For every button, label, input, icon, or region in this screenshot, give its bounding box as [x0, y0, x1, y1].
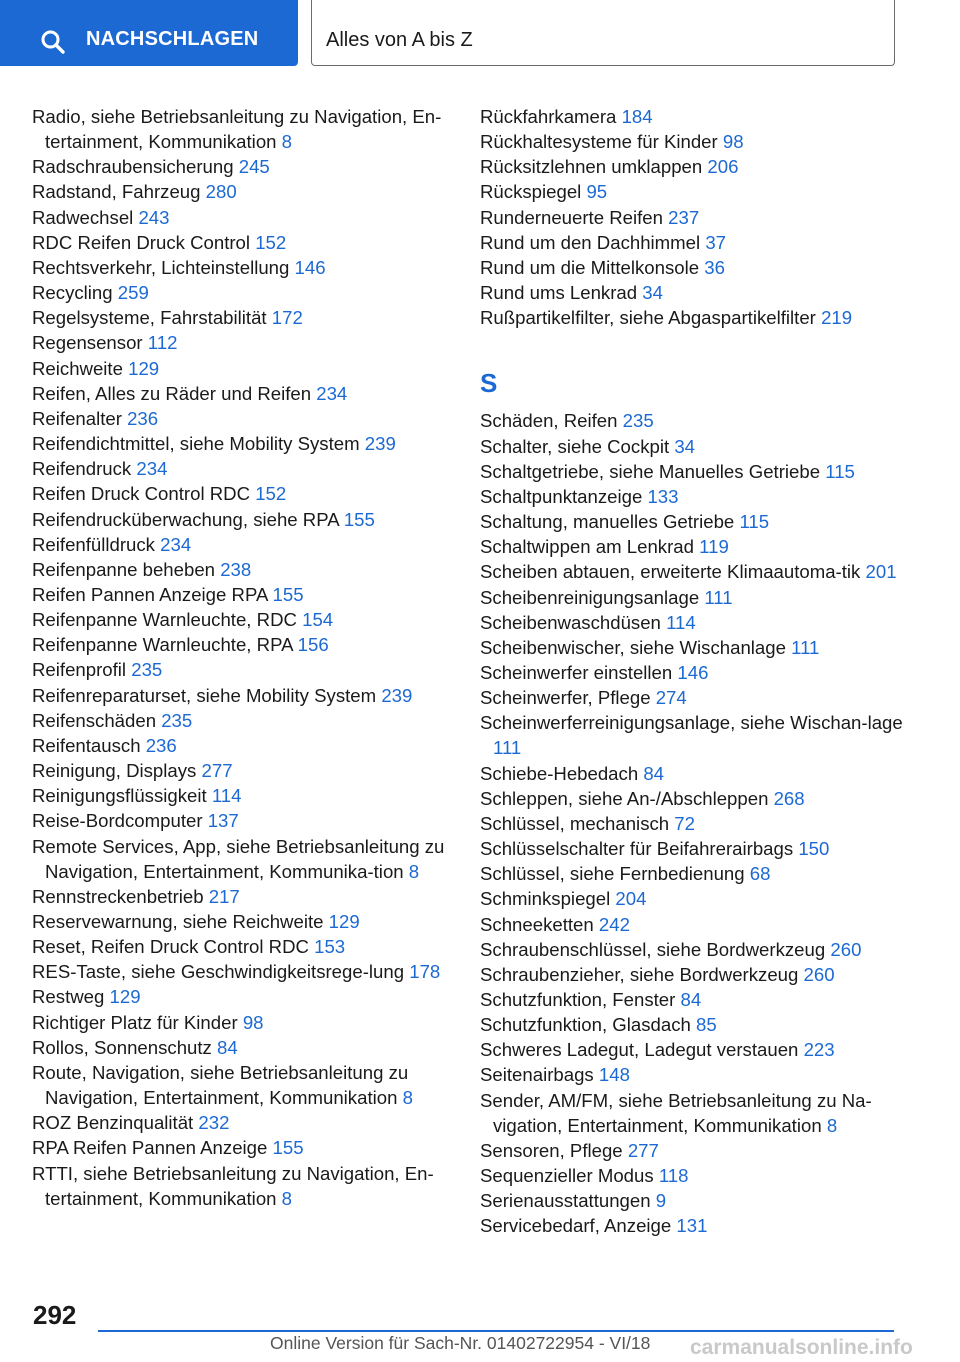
index-entry — [32, 733, 462, 758]
index-entry-text: Reifenfülldruck — [32, 533, 155, 555]
index-entry-text: Rücksitzlehnen umklappen — [480, 156, 703, 178]
index-entry — [480, 1213, 910, 1238]
index-entry — [480, 761, 910, 786]
index-entry-text: Rennstreckenbetrieb — [32, 885, 204, 907]
index-entry — [480, 434, 910, 459]
page-link[interactable]: 115 — [739, 511, 770, 533]
index-entry — [480, 685, 910, 710]
index-entry — [32, 934, 462, 959]
index-entry — [480, 585, 910, 610]
index-entry-text: Reset, Reifen Druck Control RDC — [32, 936, 309, 958]
page-link[interactable]: 242 — [598, 913, 630, 935]
index-entry-text: Scheibenwaschdüsen — [480, 611, 661, 633]
index-entry — [32, 1010, 462, 1035]
page-link[interactable]: 178 — [409, 961, 441, 983]
index-entry-text: RES-Taste, siehe Geschwindigkeitsrege-lung — [32, 961, 405, 983]
index-entry-text: Reifenreparaturset, siehe Mobility System — [32, 684, 377, 706]
index-entry — [480, 710, 910, 760]
index-entry-text: Reifendruck — [32, 458, 132, 480]
index-entry-text: Reifen Druck Control RDC — [32, 483, 251, 505]
index-entry — [480, 660, 910, 685]
page-link[interactable]: 133 — [647, 485, 679, 507]
index-entry — [480, 811, 910, 836]
section-letter-s: S — [480, 368, 498, 399]
index-entry-text: Radschraubensicherung — [32, 156, 234, 178]
index-entry — [32, 758, 462, 783]
index-column-right — [480, 104, 910, 1239]
index-entry-text: Restweg — [32, 986, 105, 1008]
page-link[interactable]: 34 — [642, 282, 663, 304]
page-link[interactable]: 9 — [655, 1190, 667, 1212]
index-entry-text: Seitenairbags — [480, 1064, 594, 1086]
index-entry — [32, 632, 462, 657]
index-entry — [480, 836, 910, 861]
index-entry — [32, 808, 462, 833]
index-entry-text: Rußpartikelfilter, siehe Abgaspartikelfilter — [480, 307, 816, 329]
index-entry — [480, 1138, 910, 1163]
page-link[interactable]: 219 — [821, 307, 853, 329]
page-link[interactable]: 129 — [109, 986, 141, 1008]
index-entry — [32, 280, 462, 305]
index-entry — [480, 280, 910, 305]
index-entry — [480, 912, 910, 937]
page-link[interactable]: 234 — [160, 533, 192, 555]
index-entry — [480, 886, 910, 911]
page-link[interactable]: 111 — [791, 636, 820, 658]
page-link[interactable]: 243 — [138, 206, 170, 228]
index-entry-text: Rechtsverkehr, Lichteinstellung — [32, 256, 290, 278]
index-entry-text: Schutzfunktion, Glasdach — [480, 1014, 691, 1036]
index-entry-text: Reifenalter — [32, 407, 122, 429]
footer-online-version: Online Version für Sach-Nr. 01402722954 - VI/18 — [270, 1333, 651, 1353]
page-link[interactable]: 36 — [704, 256, 725, 278]
index-entry — [32, 1161, 462, 1211]
index-entry-text: Reise-Bordcomputer — [32, 810, 203, 832]
page-link[interactable]: 156 — [297, 634, 329, 656]
page-link[interactable]: 72 — [674, 812, 695, 834]
page-link[interactable]: 129 — [328, 911, 360, 932]
index-entry — [32, 1135, 462, 1160]
index-entry-text: Scheibenreinigungsanlage — [480, 586, 700, 608]
index-entry-text: RDC Reifen Druck Control — [32, 231, 251, 253]
index-entry — [32, 582, 462, 607]
index-entry — [480, 305, 910, 330]
page-link[interactable]: 238 — [220, 558, 252, 580]
index-entry — [480, 1163, 910, 1188]
page-link[interactable]: 119 — [699, 536, 729, 558]
page-link[interactable]: 239 — [381, 684, 413, 706]
index-entry — [32, 959, 462, 984]
page-link[interactable]: 206 — [707, 156, 739, 178]
index-group-s — [480, 408, 910, 1238]
index-entry — [32, 683, 462, 708]
page-link[interactable]: 204 — [615, 888, 647, 910]
index-entry-text: Schäden, Reifen — [480, 410, 618, 432]
page-link[interactable]: 280 — [205, 181, 237, 203]
index-entry-text: Rund um die Mittelkonsole — [480, 256, 700, 278]
index-entry — [480, 154, 910, 179]
page-link[interactable]: 115 — [825, 460, 855, 482]
index-entry — [480, 129, 910, 154]
page-link[interactable]: 112 — [147, 332, 178, 354]
index-entry-text: Schaltpunktanzeige — [480, 485, 643, 507]
page-link[interactable]: 37 — [705, 231, 726, 253]
index-entry-text: Reifendichtmittel, siehe Mobility System — [32, 433, 360, 455]
index-entry — [32, 1035, 462, 1060]
index-group-r — [480, 104, 910, 330]
index-entry — [480, 987, 910, 1012]
index-entry — [480, 1037, 910, 1062]
page-link[interactable]: 245 — [238, 156, 270, 178]
index-entry-text: Reifenpanne Warnleuchte, RDC — [32, 609, 297, 631]
page-link[interactable]: 223 — [803, 1039, 835, 1061]
page-number: 292 — [33, 1300, 77, 1330]
page-link[interactable]: 34 — [674, 435, 695, 457]
index-entry-text: Radio, siehe Betriebsanleitung zu Navigation, En-tertainment, Kommunikation — [32, 106, 442, 153]
index-entry-text: Schaltgetriebe, siehe Manuelles Getriebe — [480, 460, 821, 482]
watermark: carmanualsonline.info — [690, 1336, 913, 1359]
index-entry — [32, 607, 462, 632]
index-entry — [32, 834, 462, 884]
index-entry — [480, 635, 910, 660]
index-entry — [32, 909, 462, 934]
index-entry-text: Schminkspiegel — [480, 888, 611, 910]
tab-alles-label: Alles von A bis Z — [326, 29, 473, 51]
index-entry — [32, 1110, 462, 1135]
index-entry-text: Rund ums Lenkrad — [480, 282, 638, 304]
index-entry — [32, 104, 462, 154]
index-entry — [32, 330, 462, 355]
footer-divider — [98, 1330, 894, 1332]
page-link[interactable]: 236 — [127, 407, 159, 429]
index-entry-text: Reifen Pannen Anzeige RPA — [32, 583, 268, 605]
page-link[interactable]: 114 — [211, 785, 242, 807]
page-header — [0, 0, 960, 66]
page-link[interactable]: 184 — [621, 106, 653, 127]
index-entry — [32, 1060, 462, 1110]
page-link[interactable]: 155 — [272, 1137, 304, 1159]
index-entry-text: Scheinwerferreinigungsanlage, siehe Wischan-lage — [480, 712, 903, 734]
index-entry-text: Reifenschäden — [32, 709, 157, 731]
index-entry — [480, 205, 910, 230]
index-entry-text: Rollos, Sonnenschutz — [32, 1036, 212, 1058]
page-link[interactable]: 153 — [314, 936, 346, 958]
index-entry-text: RPA Reifen Pannen Anzeige — [32, 1137, 268, 1159]
index-entry — [480, 255, 910, 280]
index-entry-text: Rund um den Dachhimmel — [480, 231, 701, 253]
index-entry — [32, 657, 462, 682]
search-icon — [40, 29, 66, 55]
page-link[interactable]: 111 — [704, 586, 733, 608]
page-link[interactable]: 137 — [207, 810, 239, 832]
index-entry-text: Schaltung, manuelles Getriebe — [480, 511, 735, 533]
page-link[interactable]: 131 — [676, 1215, 708, 1237]
page-link[interactable]: 274 — [655, 687, 687, 709]
page-link[interactable]: 259 — [117, 282, 149, 304]
index-entry — [32, 381, 462, 406]
index-entry-text: Richtiger Platz für Kinder — [32, 1011, 238, 1033]
index-entry-text: Reinigung, Displays — [32, 760, 197, 782]
index-entry — [480, 1012, 910, 1037]
index-entry — [480, 509, 910, 534]
index-entry-text: Schraubenschlüssel, siehe Bordwerkzeug — [480, 938, 826, 960]
page-link[interactable]: 84 — [680, 989, 702, 1010]
index-entry-text: Sensoren, Pflege — [480, 1139, 623, 1161]
page-link[interactable]: 8 — [281, 131, 293, 153]
index-entry — [32, 230, 462, 255]
page-link[interactable]: 68 — [749, 863, 771, 885]
page-link[interactable]: 235 — [161, 709, 193, 731]
page-link[interactable]: 84 — [643, 762, 665, 784]
page-link[interactable]: 84 — [217, 1036, 238, 1058]
page-link[interactable]: 235 — [131, 659, 163, 681]
index-entry — [480, 104, 910, 129]
page-link[interactable]: 237 — [668, 206, 700, 228]
index-entry — [480, 179, 910, 204]
index-entry-text: Reifenpanne Warnleuchte, RPA — [32, 634, 293, 656]
page-link[interactable]: 232 — [198, 1112, 230, 1134]
index-entry-text: Serienausstattungen — [480, 1190, 651, 1212]
index-entry-text: Schalter, siehe Cockpit — [480, 435, 670, 457]
page-link[interactable]: 260 — [830, 938, 862, 960]
index-entry-text: Schneeketten — [480, 913, 594, 935]
page-link[interactable]: 217 — [208, 885, 240, 907]
index-entry — [480, 459, 910, 484]
page-link[interactable]: 152 — [255, 483, 287, 505]
index-entry — [32, 255, 462, 280]
index-entry-text: Reifenpanne beheben — [32, 558, 216, 580]
index-entry-text: Rückspiegel — [480, 181, 582, 203]
index-entry-text: Sequenzieller Modus — [480, 1165, 654, 1187]
index-entry-text: Reinigungsflüssigkeit — [32, 785, 207, 807]
index-entry — [32, 884, 462, 909]
index-entry — [32, 557, 462, 582]
index-entry-text: Scheinwerfer, Pflege — [480, 687, 651, 709]
index-entry-text: Sender, AM/FM, siehe Betriebsanleitung zu Na-vigation, Entertainment, Kommunikation — [480, 1089, 872, 1136]
page-link[interactable]: 234 — [316, 382, 348, 404]
page-link[interactable]: 260 — [803, 963, 835, 985]
page-link[interactable]: 85 — [696, 1014, 717, 1036]
index-entry — [480, 962, 910, 987]
index-entry — [32, 708, 462, 733]
index-entry-text: Schweres Ladegut, Ladegut verstauen — [480, 1039, 799, 1061]
index-entry-text: RTTI, siehe Betriebsanleitung zu Navigation, En-tertainment, Kommunikation — [32, 1162, 434, 1209]
index-entry — [32, 356, 462, 381]
index-entry-text: Reifen, Alles zu Räder und Reifen — [32, 382, 312, 404]
page-link[interactable]: 172 — [271, 307, 303, 329]
index-entry-text: Reifendrucküberwachung, siehe RPA — [32, 508, 339, 530]
index-entry-text: Scheinwerfer einstellen — [480, 661, 673, 683]
page-link[interactable]: 268 — [773, 787, 805, 809]
index-entry-text: Rückhaltesysteme für Kinder — [480, 131, 718, 153]
index-entry — [32, 205, 462, 230]
index-entry-text: Schiebe-Hebedach — [480, 762, 639, 784]
page-link[interactable]: 8 — [408, 860, 420, 882]
index-entry-text: Schraubenzieher, siehe Bordwerkzeug — [480, 963, 799, 985]
page-link[interactable]: 277 — [201, 760, 233, 782]
page-link[interactable]: 118 — [658, 1165, 689, 1187]
index-entry-text: Runderneuerte Reifen — [480, 206, 663, 228]
page-link[interactable]: 111 — [493, 737, 522, 759]
page-link[interactable]: 154 — [302, 609, 334, 631]
tab-alles-von-a-bis-z[interactable] — [311, 0, 895, 66]
page-link[interactable]: 235 — [622, 410, 654, 432]
index-entry — [32, 431, 462, 456]
page-link[interactable]: 8 — [402, 1087, 413, 1109]
index-entry-text: Scheiben abtauen, erweiterte Klimaautoma-tik — [480, 561, 861, 583]
index-entry-text: Scheibenwischer, siehe Wischanlage — [480, 636, 786, 658]
index-entry — [32, 984, 462, 1009]
index-entry — [32, 783, 462, 808]
index-entry — [480, 861, 910, 886]
index-column-left — [32, 104, 462, 1211]
index-entry-text: Schlüsselschalter für Beifahrerairbags — [480, 838, 794, 860]
index-entry — [32, 154, 462, 179]
index-entry — [480, 1188, 910, 1213]
index-entry — [480, 408, 910, 433]
page-link[interactable]: 155 — [272, 583, 304, 605]
index-entry — [32, 507, 462, 532]
index-entry-text: Recycling — [32, 282, 113, 304]
page-link[interactable]: 236 — [145, 734, 177, 756]
page-link[interactable]: 98 — [722, 131, 744, 153]
page-link[interactable]: 201 — [865, 561, 897, 583]
index-entry — [480, 534, 910, 559]
index-entry-text: Remote Services, App, siehe Betriebsanleitung zu Navigation, Entertainment, Kommunika-tion — [32, 835, 445, 882]
index-entry-text: Radwechsel — [32, 206, 134, 228]
index-entry-text: Regelsysteme, Fahrstabilität — [32, 307, 267, 329]
index-entry — [32, 456, 462, 481]
index-entry — [480, 786, 910, 811]
page-link[interactable]: 277 — [627, 1139, 659, 1161]
page-link[interactable]: 155 — [343, 508, 375, 530]
index-entry-text: Schleppen, siehe An-/Abschleppen — [480, 787, 769, 809]
index-entry — [32, 406, 462, 431]
page-link[interactable]: 8 — [826, 1114, 838, 1136]
index-entry — [480, 610, 910, 635]
page-link[interactable]: 150 — [798, 838, 830, 860]
index-entry — [32, 179, 462, 204]
index-entry-text: Rückfahrkamera — [480, 106, 617, 127]
index-entry-text: Servicebedarf, Anzeige — [480, 1215, 672, 1237]
index-entry — [480, 230, 910, 255]
index-entry — [32, 532, 462, 557]
index-entry — [480, 559, 910, 584]
page-link[interactable]: 95 — [586, 181, 608, 203]
page-link[interactable]: 152 — [255, 231, 287, 253]
index-entry — [480, 484, 910, 509]
index-entry — [480, 1088, 910, 1138]
page-link[interactable]: 114 — [666, 611, 696, 633]
page-link[interactable]: 239 — [364, 433, 396, 455]
index-entry-text: Regensensor — [32, 332, 143, 354]
index-entry — [480, 1062, 910, 1087]
index-entry-text: Schlüssel, siehe Fernbedienung — [480, 863, 745, 885]
page-link[interactable]: 129 — [128, 357, 160, 379]
index-entry-text: Reservewarnung, siehe Reichweite — [32, 911, 324, 932]
index-entry-text: Route, Navigation, siehe Betriebsanleitung zu Navigation, Entertainment, Kommunikation — [32, 1061, 409, 1109]
index-entry-text: ROZ Benzinqualität — [32, 1112, 194, 1134]
index-entry — [480, 937, 910, 962]
index-entry-text: Schaltwippen am Lenkrad — [480, 536, 694, 558]
page-link[interactable]: 146 — [677, 661, 709, 683]
index-entry-text: Reifentausch — [32, 734, 141, 756]
index-entry — [32, 305, 462, 330]
index-entry-text: Reichweite — [32, 357, 123, 379]
page-link[interactable]: 148 — [598, 1064, 630, 1086]
page-link[interactable]: 98 — [242, 1011, 264, 1033]
index-entry-text: Reifenprofil — [32, 659, 127, 681]
page-link[interactable]: 8 — [281, 1187, 293, 1209]
page-link[interactable]: 234 — [136, 458, 168, 480]
index-entry-text: Schlüssel, mechanisch — [480, 812, 670, 834]
tab-nachschlagen[interactable] — [0, 0, 298, 66]
page-link[interactable]: 146 — [294, 256, 326, 278]
tab-nachschlagen-label: NACHSCHLAGEN — [86, 28, 259, 50]
index-entry-text: Radstand, Fahrzeug — [32, 181, 201, 203]
index-entry-text: Schutzfunktion, Fenster — [480, 989, 676, 1010]
index-entry — [32, 481, 462, 506]
